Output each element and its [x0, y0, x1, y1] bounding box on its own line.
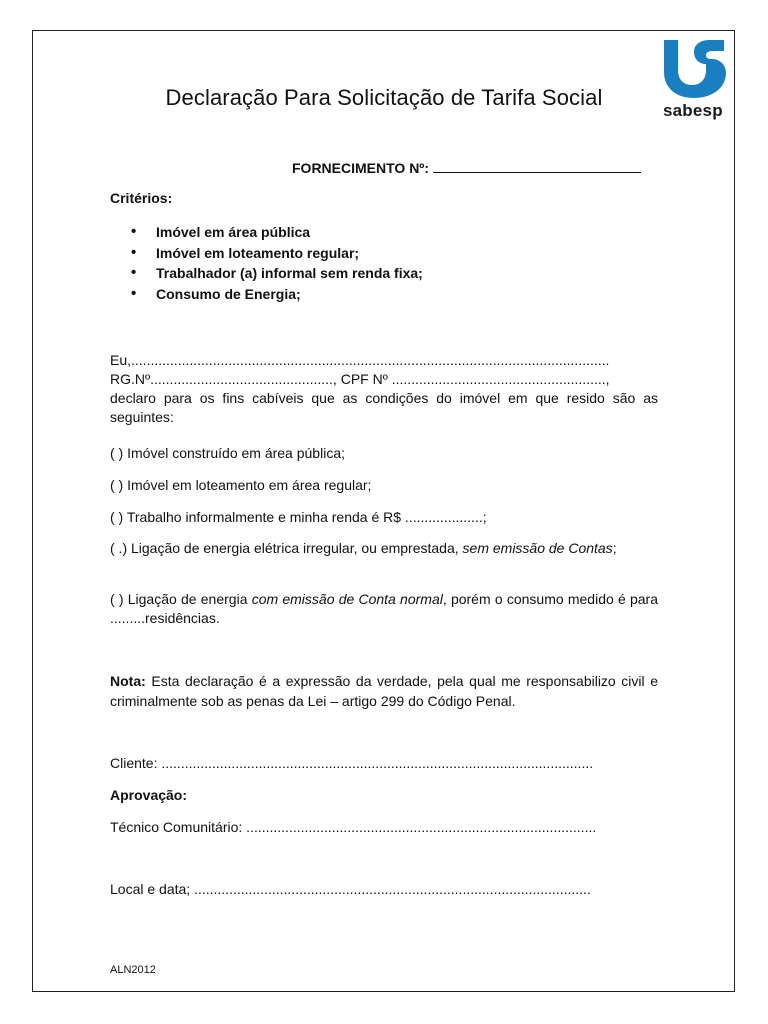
criteria-item: • Consumo de Energia; [110, 284, 423, 305]
option-informal-income: ( ) Trabalho informalmente e minha renda é R$ ....................; [110, 509, 487, 525]
option-normal-bill [110, 590, 658, 628]
option-normal-bill-italic: com emissão de Conta normal [251, 591, 443, 607]
criteria-item: • Trabalhador (a) informal sem renda fixa; [110, 263, 423, 284]
note-text: Esta declaração é a expressão da verdade, pela qual me responsabilizo civil e criminalmente sob as penas da Lei – artigo 299 do Código Penal. [110, 673, 658, 709]
place-date-field: Local e data; ...................................................................................................... [110, 881, 591, 897]
supply-number-label: FORNECIMENTO Nº: [292, 160, 430, 176]
supply-number-field [292, 160, 641, 176]
option-regular-lot: ( ) Imóvel em loteamento em área regular; [110, 477, 372, 493]
client-field: Cliente: ............................................................................................................... [110, 755, 594, 771]
option-irregular-energy-end: ; [612, 540, 617, 556]
criteria-label: Critérios: [110, 190, 173, 206]
footer-code: ALN2012 [110, 964, 156, 976]
option-irregular-energy-text: ( .) Ligação de energia elétrica irregular, ou emprestada, [110, 540, 459, 556]
technician-field: Técnico Comunitário: .......................................................................................... [110, 819, 597, 835]
note-label: Nota: [110, 673, 146, 689]
criteria-item: • Imóvel em loteamento regular; [110, 243, 423, 264]
option-normal-bill-text: ( ) Ligação de energia [110, 591, 248, 607]
option-public-area: ( ) Imóvel construído em área pública; [110, 445, 345, 461]
declaration-block [110, 351, 658, 427]
criteria-item: • Imóvel em área pública [110, 222, 423, 243]
option-irregular-energy [110, 539, 658, 558]
criteria-list [110, 222, 423, 304]
name-line: Eu,........................................................................................................................... [110, 352, 610, 368]
option-irregular-energy-italic: sem emissão de Contas [462, 540, 613, 556]
sabesp-logo-text: sabesp [663, 101, 723, 120]
option-normal-bill-end: , porém o consumo medido é para .........residências. [110, 591, 658, 626]
supply-number-blank [433, 161, 641, 173]
rg-cpf-line: RG.Nº..............................................., CPF Nº ......................................................., [110, 371, 610, 387]
document-title: Declaração Para Solicitação de Tarifa Social [165, 85, 603, 110]
legal-note [110, 672, 658, 711]
declaration-text: declaro para os fins cabíveis que as condições do imóvel em que resido são as seguintes: [110, 390, 658, 425]
approval-label: Aprovação: [110, 787, 188, 803]
